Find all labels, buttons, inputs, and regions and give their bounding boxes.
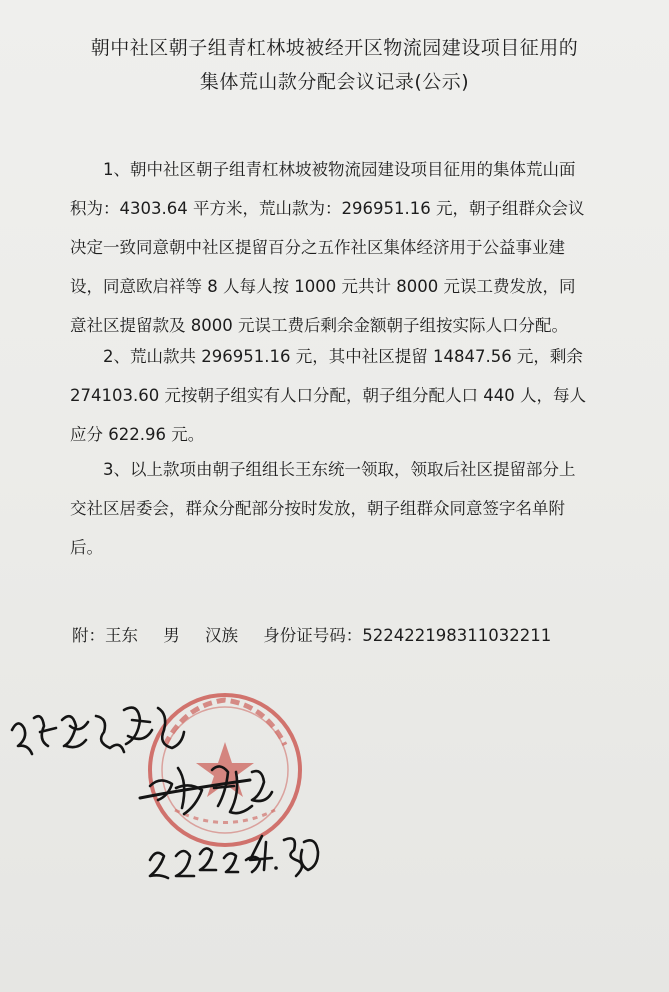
document-title-line-1: 朝中社区朝子组青杠林坡被经开区物流园建设项目征用的	[90, 37, 579, 59]
paragraph-3: 3、以上款项由朝子组组长王东统一领取，领取后社区提留部分上交社区居委会，群众分配部分按时发放，朝子组群众同意签字名单附后。	[70, 460, 576, 557]
seal-and-signature-graphic	[0, 690, 669, 890]
attachment-label: 附：王东	[72, 626, 138, 645]
document-title-line-2: 集体荒山款分配会议记录(公示)	[199, 71, 470, 93]
handwritten-signature	[12, 708, 318, 878]
attachment-id-label: 身份证号码：	[263, 626, 363, 645]
paragraph-2: 2、荒山款共 296951.16 元，其中社区提留 14847.56 元，剩余 274103.60 元按朝子组实有人口分配，朝子组分配人口 440 人，每人应分 622.96 元。	[70, 347, 586, 444]
attachment-gender: 男	[163, 626, 180, 645]
attachment-id-number: 522422198311032211	[362, 626, 552, 645]
attachment-line	[72, 622, 551, 646]
attachment-ethnicity: 汉族	[205, 626, 238, 645]
signature-area	[0, 690, 669, 890]
paragraph-1: 1、朝中社区朝子组青杠林坡被物流园建设项目征用的集体荒山面积为：4303.64 平方米，荒山款为：296951.16 元，朝子组群众会议决定一致同意朝中社区提留百分之五作社区集体经济用于公益事业建设，同意欧启祥等 8 人每人按 1000 元共计 8000 元误工费发放，同意社区提留款及 8000 元误工费后剩余金额朝子组按实际人口分配。	[70, 160, 585, 335]
